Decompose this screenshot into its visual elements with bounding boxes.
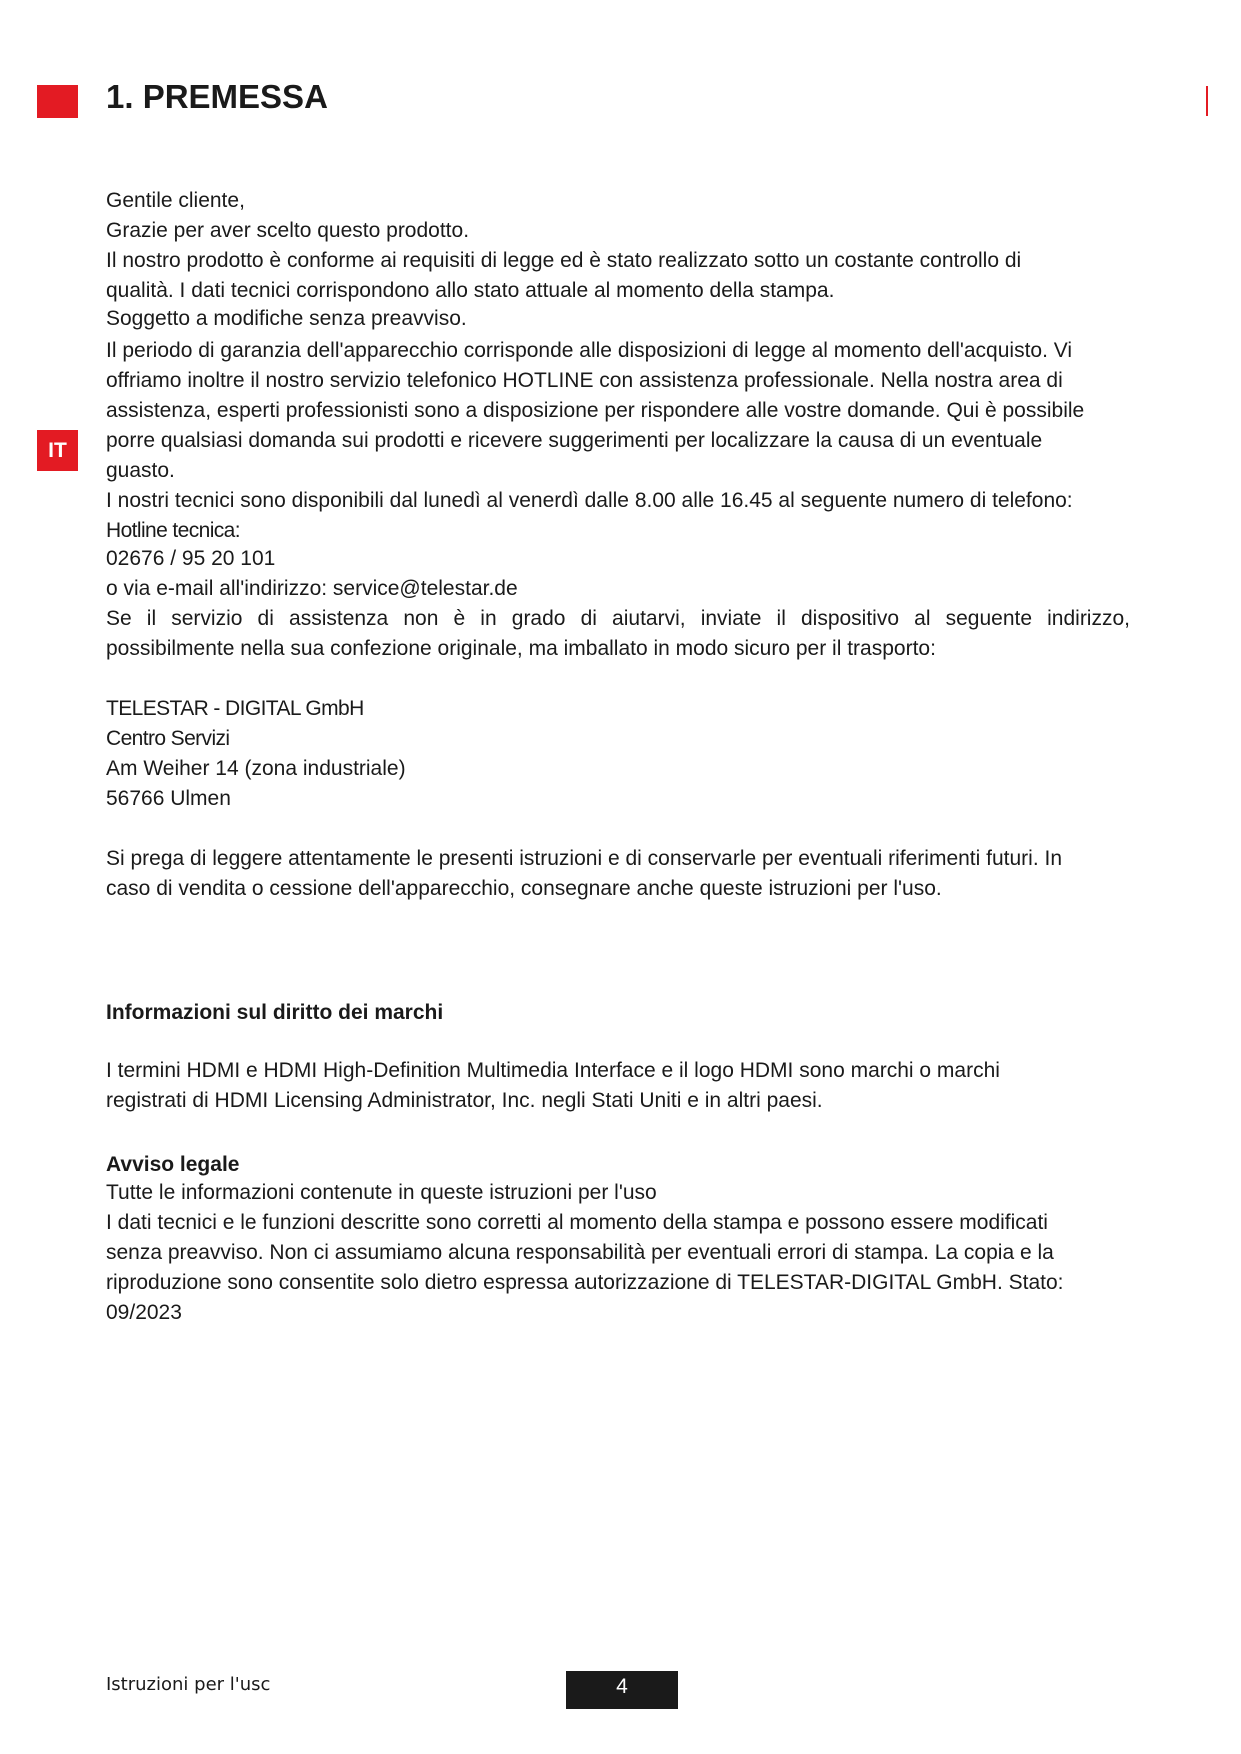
trademark-heading: Informazioni sul diritto dei marchi — [106, 1001, 444, 1024]
footer-label: Istruzioni per l'usc — [106, 1674, 271, 1695]
language-tab: IT — [37, 430, 78, 471]
margin-rule — [1206, 86, 1208, 116]
legal-text: senza preavviso. Non ci assumiamo alcuna responsabilità per eventuali errori di stampa. La copia e la — [106, 1241, 1054, 1264]
legal-text: I dati tecnici e le funzioni descritte sono corretti al momento della stampa e possono essere modificati — [106, 1211, 1048, 1234]
legal-heading: Avviso legale — [106, 1153, 240, 1176]
body-text: possibilmente nella sua confezione originale, ma imballato in modo sicuro per il trasporto: — [106, 637, 936, 660]
legal-text: Tutte le informazioni contenute in queste istruzioni per l'uso — [106, 1181, 657, 1204]
legal-text: riproduzione sono consentite solo dietro espressa autorizzazione di TELESTAR-DIGITAL GmbH. Stato: — [106, 1271, 1064, 1294]
body-text: Si prega di leggere attentamente le presenti istruzioni e di conservarle per eventuali riferimenti futuri. In — [106, 847, 1063, 870]
body-text: Se il servizio di assistenza non è in grado di aiutarvi, inviate il dispositivo al seguente indirizzo, — [106, 607, 1130, 630]
page-title: 1. PREMESSA — [106, 78, 328, 115]
legal-text: 09/2023 — [106, 1301, 182, 1324]
body-text: guasto. — [106, 459, 175, 482]
hotline-number: 02676 / 95 20 101 — [106, 547, 276, 570]
heading-marker — [37, 85, 78, 118]
body-text: Grazie per aver scelto questo prodotto. — [106, 219, 470, 242]
body-text: assistenza, esperti professionisti sono a disposizione per rispondere alle vostre domande. Qui è possibile — [106, 399, 1085, 422]
body-text: offriamo inoltre il nostro servizio telefonico HOTLINE con assistenza professionale. Nella nostra area di — [106, 369, 1063, 392]
body-text: Il periodo di garanzia dell'apparecchio corrisponde alle disposizioni di legge al momento dell'acquisto. Vi — [106, 339, 1073, 362]
address-dept: Centro Servizi — [106, 727, 230, 750]
body-text: caso di vendita o cessione dell'apparecchio, consegnare anche queste istruzioni per l'uso. — [106, 877, 942, 900]
address-company: TELESTAR - DIGITAL GmbH — [106, 697, 364, 720]
body-text: I nostri tecnici sono disponibili dal lunedì al venerdì dalle 8.00 alle 16.45 al seguente numero di telefono: — [106, 489, 1073, 512]
hotline-label: Hotline tecnica: — [106, 519, 240, 542]
body-text: Soggetto a modifiche senza preavviso. — [106, 307, 467, 330]
address-street: Am Weiher 14 (zona industriale) — [106, 757, 406, 780]
email-line: o via e-mail all'indirizzo: service@telestar.de — [106, 577, 518, 600]
page-number: 4 — [566, 1671, 678, 1709]
body-text: qualità. I dati tecnici corrispondono allo stato attuale al momento della stampa. — [106, 279, 835, 302]
trademark-text: registrati di HDMI Licensing Administrator, Inc. negli Stati Uniti e in altri paesi. — [106, 1089, 823, 1112]
body-text: porre qualsiasi domanda sui prodotti e ricevere suggerimenti per localizzare la causa di un eventuale — [106, 429, 1043, 452]
greeting: Gentile cliente, — [106, 189, 245, 212]
trademark-text: I termini HDMI e HDMI High-Definition Multimedia Interface e il logo HDMI sono marchi o marchi — [106, 1059, 1000, 1082]
body-text: Il nostro prodotto è conforme ai requisiti di legge ed è stato realizzato sotto un costante controllo di — [106, 249, 1022, 272]
address-city: 56766 Ulmen — [106, 787, 231, 810]
